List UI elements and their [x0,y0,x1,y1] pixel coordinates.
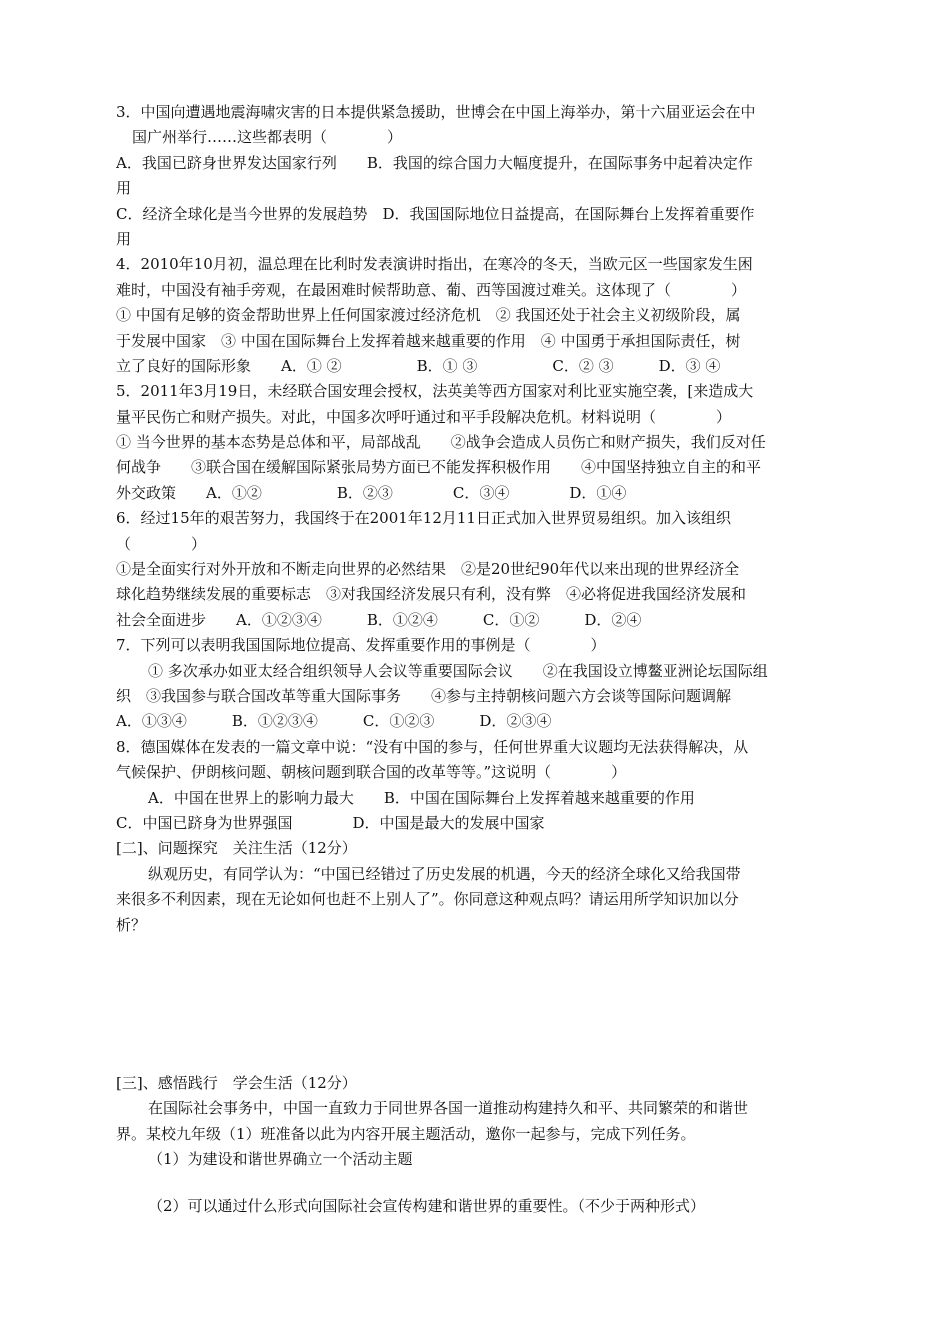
q5-line-2: 量平民伤亡和财产损失。对此，中国多次呼吁通过和平手段解决危机。材料说明（ ） [116,407,732,426]
section-2-text-2: 来很多不利因素，现在无论如何也赶不上别人了”。你同意这种观点吗？请运用所学知识加以分 [116,890,739,909]
q4-line-3: ① 中国有足够的资金帮助世界上任何国家渡过经济危机 ② 我国还处于社会主义初级阶段，属 [116,306,741,325]
q7-line-3: 织 ③我国参与联合国改革等重大国际事务 ④参与主持朝核问题六方会谈等国际问题调解 [116,686,732,705]
q8-option-ab: A．中国在世界上的影响力最大 B．中国在国际舞台上发挥着越来越重要的作用 [148,788,695,807]
q6-line-5: 社会全面进步 A．①②③④ B．①②④ C．①② D．②④ [116,610,642,629]
document-page [116,100,836,1220]
task-2: （2）可以通过什么形式向国际社会宣传构建和谐世界的重要性。（不少于两种形式） [148,1197,706,1216]
q5-line-1: 5．2011年3月19日，未经联合国安理会授权，法英美等西方国家对利比亚实施空袭，[来造成大 [116,382,754,401]
section-2-text-3: 析？ [116,915,147,934]
q7-line-1: 7．下列可以表明我国国际地位提高、发挥重要作用的事例是（ ） [116,636,606,655]
section-3-text-2: 界。某校九年级（1）班准备以此为内容开展主题活动，邀你一起参与，完成下列任务。 [116,1124,696,1143]
q5-line-4: 何战争 ③联合国在缓解国际紧张局势方面已不能发挥积极作用 ④中国坚持独立自主的和平 [116,458,762,477]
section-2-heading: [二]、问题探究 关注生活（12分） [116,839,357,858]
q5-line-5: 外交政策 A．①② B．②③ C．③④ D．①④ [116,483,627,502]
section-3-heading: [三]、感悟践行 学会生活（12分） [116,1073,357,1092]
q4-line-4: 于发展中国家 ③ 中国在国际舞台上发挥着越来越重要的作用 ④ 中国勇于承担国际责任，树 [116,331,741,350]
q4-line-2: 难时，中国没有袖手旁观，在最困难时候帮助意、葡、西等国渡过难关。这体现了（ ） [116,280,747,299]
q7-line-2: ① 多次承办如亚太经合组织领导人会议等重要国际会议 ②在我国设立博鳌亚洲论坛国际组 [148,661,768,680]
q8-option-cd: C．中国已跻身为世界强国 D．中国是最大的发展中国家 [116,813,545,832]
q6-line-4: 球化趋势继续发展的重要标志 ③对我国经济发展只有利，没有弊 ④必将促进我国经济发展和 [116,585,747,604]
q4-line-1: 4．2010年10月初，温总理在比利时发表演讲时指出，在寒冷的冬天，当欧元区一些国家发生困 [116,255,753,274]
q7-options: A．①③④ B．①②③④ C．①②③ D．②③④ [116,712,552,731]
q6-line-3: ①是全面实行对外开放和不断走向世界的必然结果 ②是20世纪90年代以来出现的世界经济全 [116,560,740,579]
task-1-answer-space [116,1172,836,1194]
q4-line-5: 立了良好的国际形象 A．① ② B．① ③ C．② ③ D．③ ④ [116,356,721,375]
q3-option-cd-cont: 用 [116,229,132,248]
q3-option-ab-cont: 用 [116,179,132,198]
q6-line-1: 6．经过15年的艰苦努力，我国终于在2001年12月11日正式加入世界贸易组织。加入该组织 [116,509,731,528]
q3-option-ab: A．我国已跻身世界发达国家行列 B．我国的综合国力大幅度提升，在国际事务中起着决定作 [116,153,753,172]
section-2-text-1: 纵观历史，有同学认为：“中国已经错过了历史发展的机遇，今天的经济全球化又给我国带 [148,864,741,883]
q8-line-2: 气候保护、伊朗核问题、朝核问题到联合国的改革等等。”这说明（ ） [116,763,627,782]
section-3-text-1: 在国际社会事务中，中国一直致力于同世界各国一道推动构建持久和平、共同繁荣的和谐世 [148,1099,749,1118]
q8-line-1: 8．德国媒体在发表的一篇文章中说：“没有中国的参与，任何世界重大议题均无法获得解决，从 [116,737,749,756]
q3-line-1: 3．中国向遭遇地震海啸灾害的日本提供紧急援助，世博会在中国上海举办，第十六届亚运会在中 [116,103,756,121]
task-1: （1）为建设和谐世界确立一个活动主题 [148,1150,413,1169]
q3-option-cd: C．经济全球化是当今世界的发展趋势 D．我国国际地位日益提高，在国际舞台上发挥着重要作 [116,204,755,223]
q5-line-3: ① 当今世界的基本态势是总体和平，局部战乱 ②战争会造成人员伤亡和财产损失，我们反对任 [116,433,766,452]
q3-line-2: 国广州举行……这些都表明（ ） [132,128,403,147]
answer-space [116,938,836,1071]
q6-line-2: （ ） [116,534,207,553]
